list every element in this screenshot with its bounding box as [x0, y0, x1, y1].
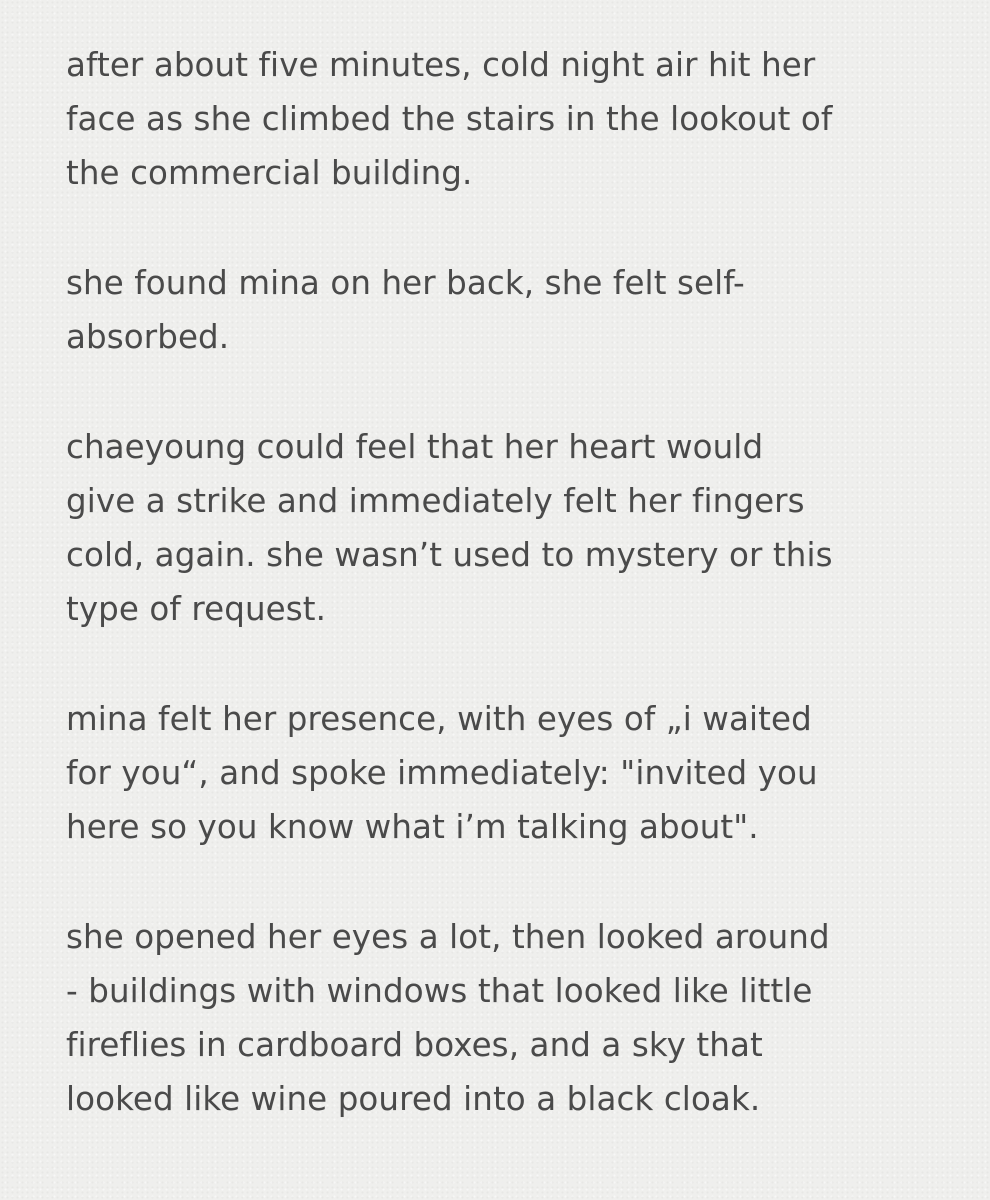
text-line: type of request.: [66, 590, 327, 628]
text-line: the commercial building.: [66, 154, 473, 192]
note-body: [66, 38, 966, 1182]
text-line: here so you know what i’m talking about".: [66, 808, 759, 846]
text-line: chaeyoung could feel that her heart would: [66, 428, 764, 466]
text-line: she opened her eyes a lot, then looked around: [66, 918, 830, 956]
text-line: cold, again. she wasn’t used to mystery or this: [66, 536, 833, 574]
paragraph-4: [66, 692, 966, 854]
text-line: - buildings with windows that looked like little: [66, 972, 813, 1010]
text-line: face as she climbed the stairs in the lookout of: [66, 100, 833, 138]
text-line: she found mina on her back, she felt self-: [66, 264, 745, 302]
paragraph-3: [66, 420, 966, 636]
text-line: for you“, and spoke immediately: "invited you: [66, 754, 818, 792]
paragraph-2: [66, 256, 966, 364]
paragraph-1: [66, 38, 966, 200]
text-line: give a strike and immediately felt her fingers: [66, 482, 805, 520]
text-line: absorbed.: [66, 318, 230, 356]
text-line: mina felt her presence, with eyes of „i waited: [66, 700, 812, 738]
text-line: looked like wine poured into a black cloak.: [66, 1080, 761, 1118]
text-line: fireflies in cardboard boxes, and a sky that: [66, 1026, 763, 1064]
text-line: after about five minutes, cold night air hit her: [66, 46, 816, 84]
paragraph-5: [66, 910, 966, 1126]
